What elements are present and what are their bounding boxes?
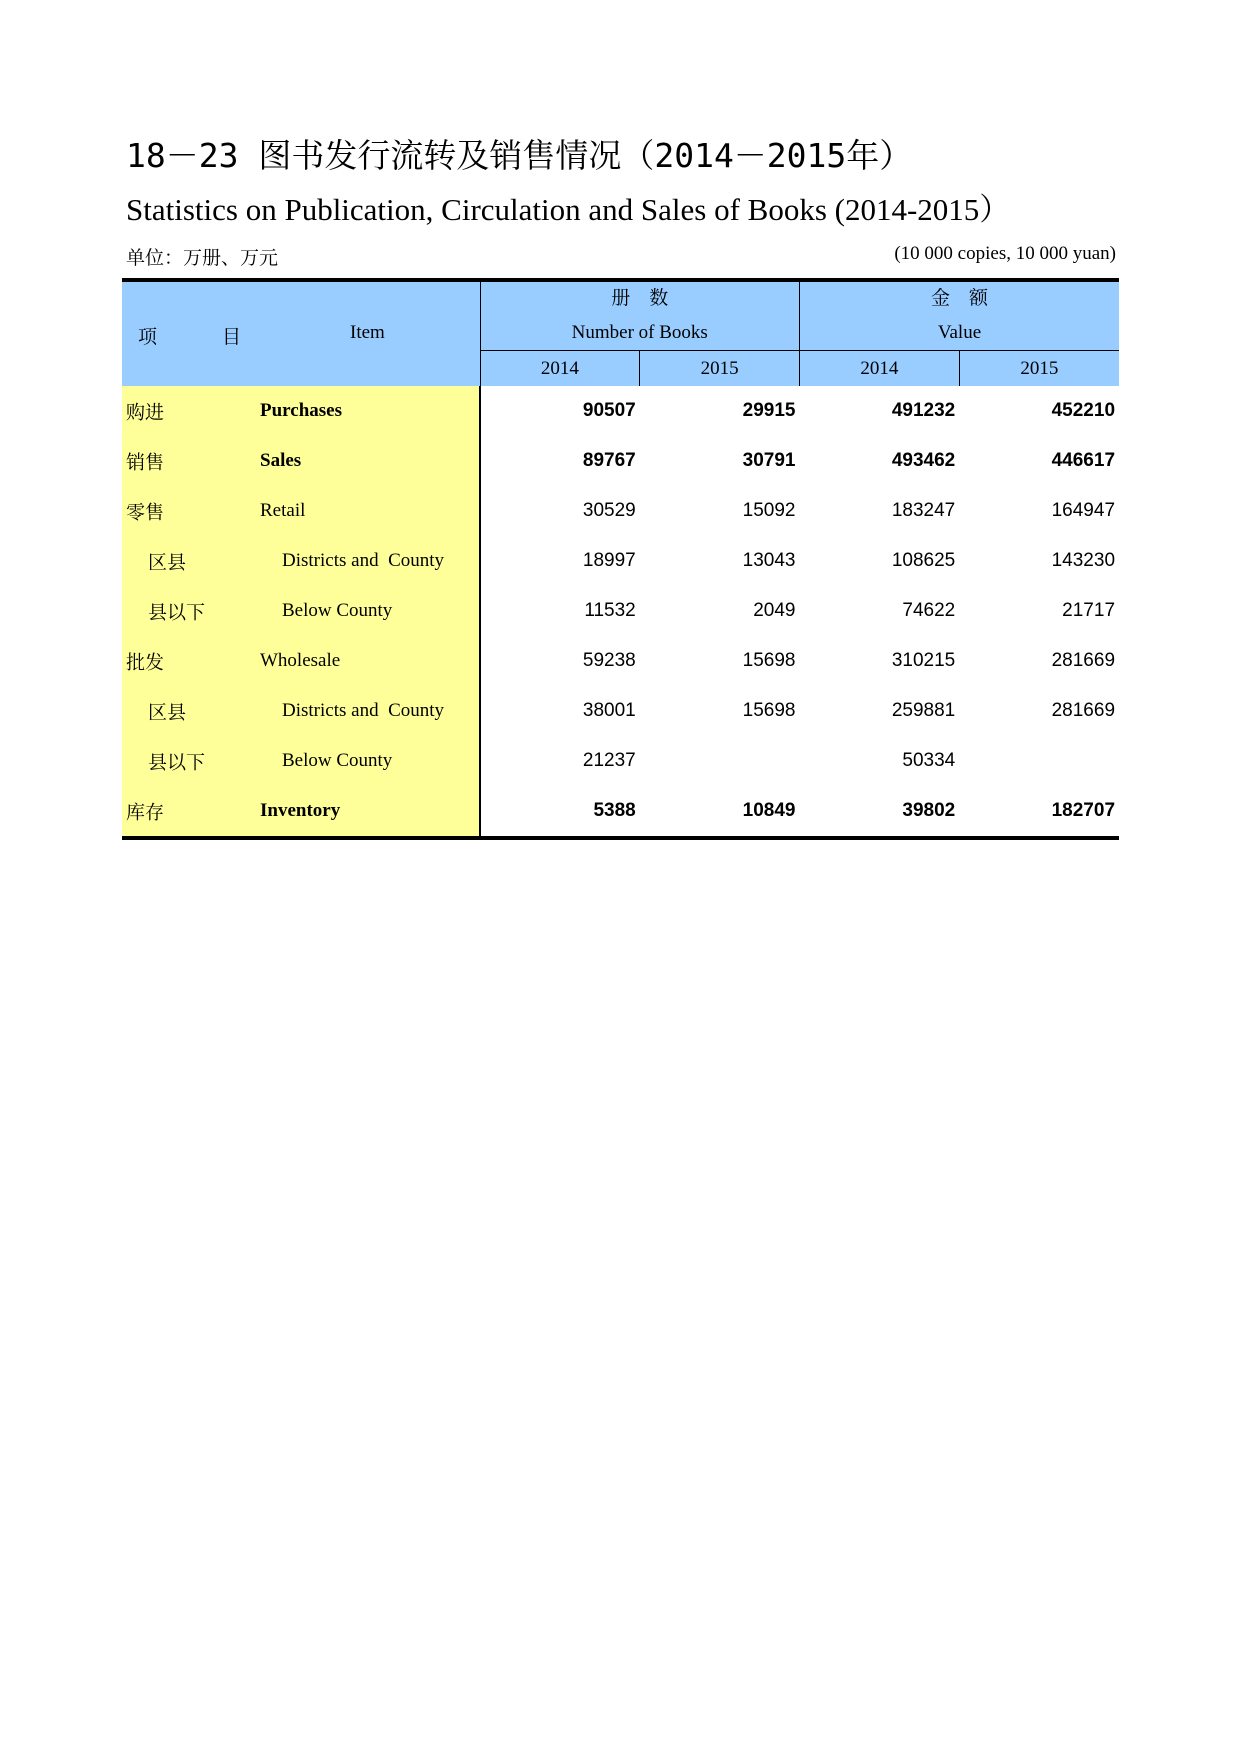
value-2015-cell: 281669	[1051, 700, 1116, 721]
row-label-en: Below County	[282, 600, 393, 621]
books-2014-cell: 11532	[584, 600, 636, 621]
row-label-zh: 购进	[126, 402, 165, 424]
row-label	[122, 586, 480, 636]
row-label-zh: 区县	[148, 552, 187, 574]
page-title-english: Statistics on Publication, Circulation and Sales of Books (2014-2015）	[126, 192, 1011, 227]
table-row-sales	[122, 436, 1119, 486]
books-2014-cell: 38001	[582, 700, 636, 721]
value-2015-header: 2015	[959, 351, 1119, 387]
books-2014-header: 2014	[480, 351, 640, 387]
row-label-zh: 库存	[126, 802, 165, 824]
row-label-en: Retail	[260, 500, 306, 521]
book-statistics-table	[122, 278, 1119, 840]
books-2015-cell: 30791	[742, 450, 796, 471]
row-label-en: Wholesale	[260, 650, 341, 671]
row-label	[122, 686, 480, 736]
books-2014-cell: 30529	[582, 500, 636, 521]
row-label-zh: 区县	[148, 702, 187, 724]
row-label-zh: 县以下	[148, 752, 206, 774]
books-2015-cell: 2049	[753, 600, 796, 621]
books-2015-cell: 10849	[640, 786, 800, 838]
item-header-en: Item	[350, 322, 385, 343]
row-label	[122, 786, 480, 838]
item-header-zh-1: 项	[138, 327, 158, 348]
table-row-inventory	[122, 786, 1119, 838]
row-label-en: Districts and County	[282, 700, 445, 721]
value-2014-cell: 108625	[891, 550, 956, 571]
value-2015-cell: 446617	[1051, 450, 1116, 471]
value-2015-cell: 452210	[1051, 400, 1116, 421]
books-2015-cell: 13043	[742, 550, 796, 571]
row-label-zh: 销售	[126, 452, 165, 474]
value-header-zh: 金 额	[931, 288, 989, 309]
table-row-retail-below-county	[122, 586, 1119, 636]
books-group-header	[480, 280, 800, 351]
item-column-header	[122, 280, 480, 386]
value-2015-cell: 164947	[1051, 500, 1116, 521]
row-label-en: Districts and County	[282, 550, 445, 571]
value-2014-cell: 183247	[891, 500, 956, 521]
books-2015-cell: 15698	[742, 700, 796, 721]
unit-label-chinese: 单位：万册、万元	[126, 248, 279, 269]
value-2014-cell: 39802	[800, 786, 960, 838]
books-2014-cell: 59238	[582, 650, 636, 671]
row-label	[122, 536, 480, 586]
books-2014-cell: 90507	[582, 400, 636, 421]
books-header-en: Number of Books	[571, 322, 708, 343]
value-2014-cell: 493462	[891, 450, 956, 471]
row-label-en: Inventory	[260, 800, 341, 821]
value-2014-cell: 491232	[891, 400, 956, 421]
row-label	[122, 736, 480, 786]
value-2015-cell: 21717	[1062, 600, 1116, 621]
value-2014-cell: 310215	[891, 650, 956, 671]
row-label	[122, 486, 480, 536]
row-label-zh: 批发	[126, 652, 165, 674]
value-2014-cell: 259881	[891, 700, 956, 721]
row-label-en: Purchases	[260, 400, 342, 421]
books-2014-cell: 89767	[582, 450, 636, 471]
table-row-purchases	[122, 386, 1119, 436]
value-2015-cell	[959, 736, 1119, 786]
row-label-zh: 零售	[126, 502, 165, 524]
table-row-retail-districts	[122, 536, 1119, 586]
books-2014-cell: 5388	[480, 786, 640, 838]
value-group-header	[800, 280, 1120, 351]
table-row-retail	[122, 486, 1119, 536]
value-2015-cell: 281669	[1051, 650, 1116, 671]
books-2015-cell: 15092	[742, 500, 796, 521]
books-header-zh: 册 数	[611, 288, 669, 309]
table-row-wholesale-districts	[122, 686, 1119, 736]
unit-label-english: (10 000 copies, 10 000 yuan)	[894, 243, 1116, 264]
value-2015-cell: 143230	[1051, 550, 1116, 571]
books-2015-header: 2015	[640, 351, 800, 387]
table-row-wholesale-below-county	[122, 736, 1119, 786]
row-label	[122, 386, 480, 436]
books-2015-cell: 29915	[742, 400, 796, 421]
row-label	[122, 436, 480, 486]
page-title-chinese: 18－23 图书发行流转及销售情况（2014－2015年）	[126, 136, 913, 175]
books-2015-cell	[640, 736, 800, 786]
value-header-en: Value	[937, 322, 982, 343]
value-2014-cell: 74622	[902, 600, 956, 621]
row-label	[122, 636, 480, 686]
item-header-zh-2: 目	[222, 327, 242, 348]
row-label-en: Below County	[282, 750, 393, 771]
books-2014-cell: 18997	[582, 550, 636, 571]
books-2015-cell: 15698	[742, 650, 796, 671]
row-label-en: Sales	[260, 450, 302, 471]
row-label-zh: 县以下	[148, 602, 206, 624]
value-2015-cell: 182707	[959, 786, 1119, 838]
value-2014-header: 2014	[800, 351, 960, 387]
value-2014-cell: 50334	[902, 750, 956, 771]
table-row-wholesale	[122, 636, 1119, 686]
books-2014-cell: 21237	[582, 750, 636, 771]
